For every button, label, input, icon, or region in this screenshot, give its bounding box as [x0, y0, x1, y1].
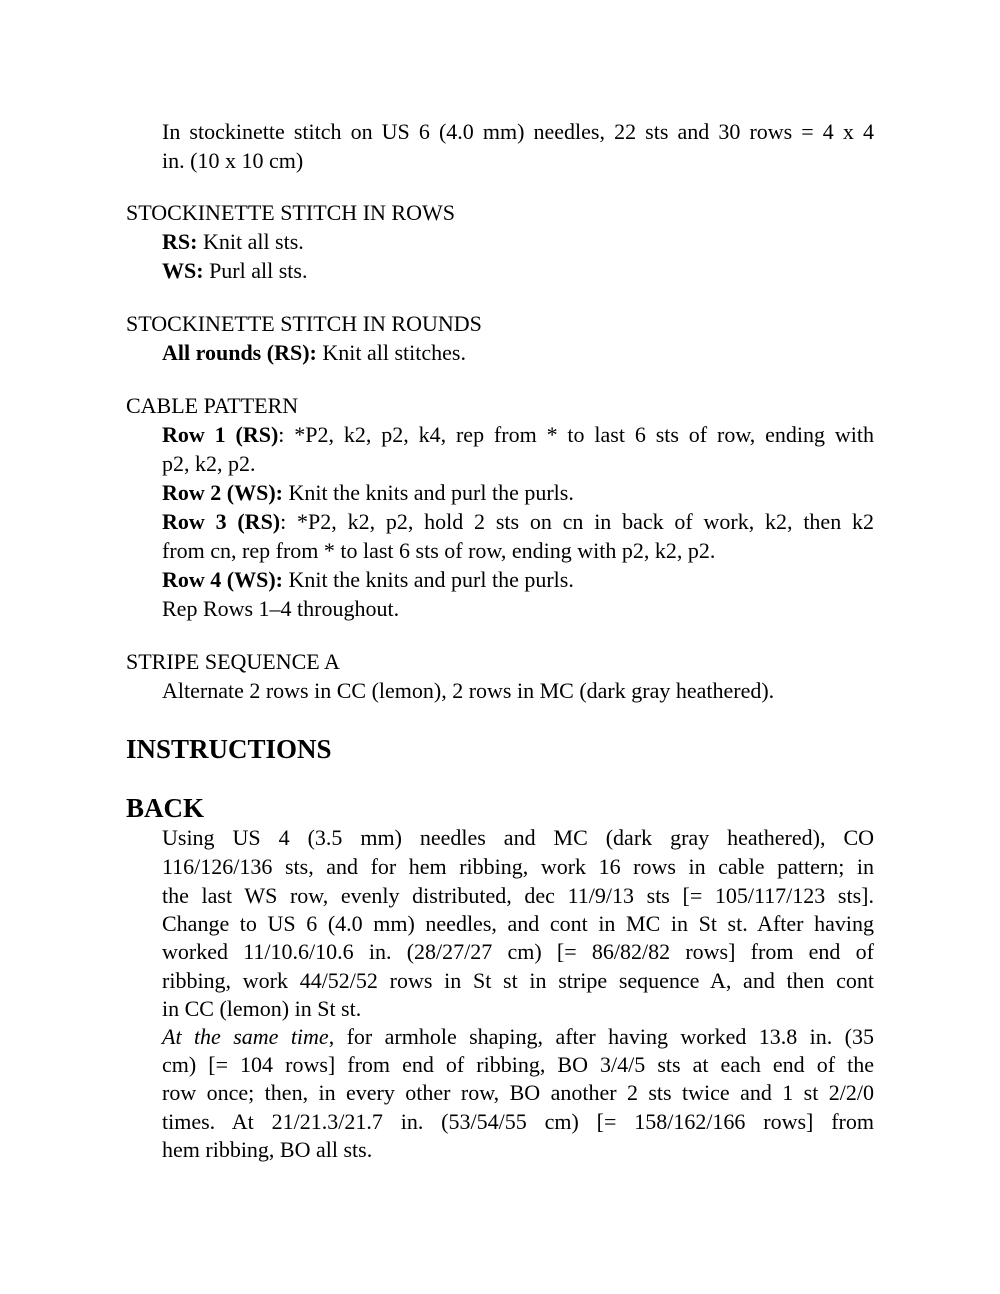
back-p1-line: Change to US 6 (4.0 mm) needles, and cont in MC in St st. After having: [162, 911, 874, 936]
rs-label: RS:: [162, 229, 198, 254]
back-p2-line: cm) [= 104 rows] from end of ribbing, BO 3/4/5 sts at each end of the: [162, 1052, 874, 1077]
back-p2-line: row once; then, in every other row, BO another 2 sts twice and 1 st 2/2/0: [162, 1080, 874, 1105]
at-the-same-time: At the same time: [162, 1024, 329, 1049]
ws-text: Purl all sts.: [203, 258, 308, 283]
back-p1-line: in CC (lemon) in St st.: [162, 996, 362, 1021]
instructions-title: INSTRUCTIONS: [126, 734, 332, 764]
stripe-sequence-text: Alternate 2 rows in CC (lemon), 2 rows in MC (dark gray heathered).: [162, 678, 775, 703]
rs-text: Knit all sts.: [197, 229, 304, 254]
rounds-label: All rounds (RS):: [162, 340, 317, 365]
row2-text: Knit the knits and purl the purls.: [283, 480, 574, 505]
gauge-line-2: in. (10 x 10 cm): [162, 148, 304, 173]
stockinette-rows-rs: [162, 227, 304, 256]
cable-row-2: [162, 478, 574, 507]
gauge-line-1: In stockinette stitch on US 6 (4.0 mm) needles, 22 sts and 30 rows = 4 x 4: [162, 119, 874, 144]
cable-row-1-cont: p2, k2, p2.: [162, 451, 256, 476]
back-p1-line: worked 11/10.6/10.6 in. (28/27/27 cm) [= 86/82/82 rows] from end of: [162, 939, 874, 964]
row1-label: Row 1 (RS): [162, 422, 279, 447]
back-p2-first-line: [162, 1022, 874, 1051]
cable-pattern-heading: CABLE PATTERN: [126, 393, 299, 418]
back-p1-line: the last WS row, evenly distributed, dec 11/9/13 sts [= 105/117/123 sts].: [162, 883, 874, 908]
rounds-text: Knit all stitches.: [316, 340, 466, 365]
cable-row-4: [162, 565, 574, 594]
row2-label: Row 2 (WS):: [162, 480, 283, 505]
stockinette-rounds-line: [162, 338, 466, 367]
stripe-sequence-heading: STRIPE SEQUENCE A: [126, 649, 340, 674]
back-p2-line: hem ribbing, BO all sts.: [162, 1137, 373, 1162]
cable-row-3-cont: from cn, rep from * to last 6 sts of row, ending with p2, k2, p2.: [162, 538, 716, 563]
row3-label: Row 3 (RS): [162, 509, 281, 534]
back-p2-first-rest: , for armhole shaping, after having worked 13.8 in. (35: [328, 1024, 874, 1049]
cable-row-3: [162, 507, 874, 536]
cable-row-1: [162, 420, 874, 449]
row3-text: : *P2, k2, p2, hold 2 sts on cn in back of work, k2, then k2: [280, 509, 874, 534]
row4-text: Knit the knits and purl the purls.: [283, 567, 574, 592]
back-p1-line: ribbing, work 44/52/52 rows in St st in stripe sequence A, and then cont: [162, 968, 874, 993]
row4-label: Row 4 (WS):: [162, 567, 283, 592]
back-p1-line: Using US 4 (3.5 mm) needles and MC (dark gray heathered), CO: [162, 825, 874, 850]
ws-label: WS:: [162, 258, 204, 283]
back-p2-line: times. At 21/21.3/21.7 in. (53/54/55 cm) [= 158/162/166 rows] from: [162, 1109, 874, 1134]
stockinette-rows-heading: STOCKINETTE STITCH IN ROWS: [126, 200, 455, 225]
stockinette-rounds-heading: STOCKINETTE STITCH IN ROUNDS: [126, 311, 482, 336]
cable-repeat: Rep Rows 1–4 throughout.: [162, 596, 400, 621]
back-title: BACK: [126, 793, 205, 823]
stockinette-rows-ws: [162, 256, 307, 285]
back-p1-line: 116/126/136 sts, and for hem ribbing, work 16 rows in cable pattern; in: [162, 854, 874, 879]
row1-text: : *P2, k2, p2, k4, rep from * to last 6 sts of row, ending with: [278, 422, 874, 447]
